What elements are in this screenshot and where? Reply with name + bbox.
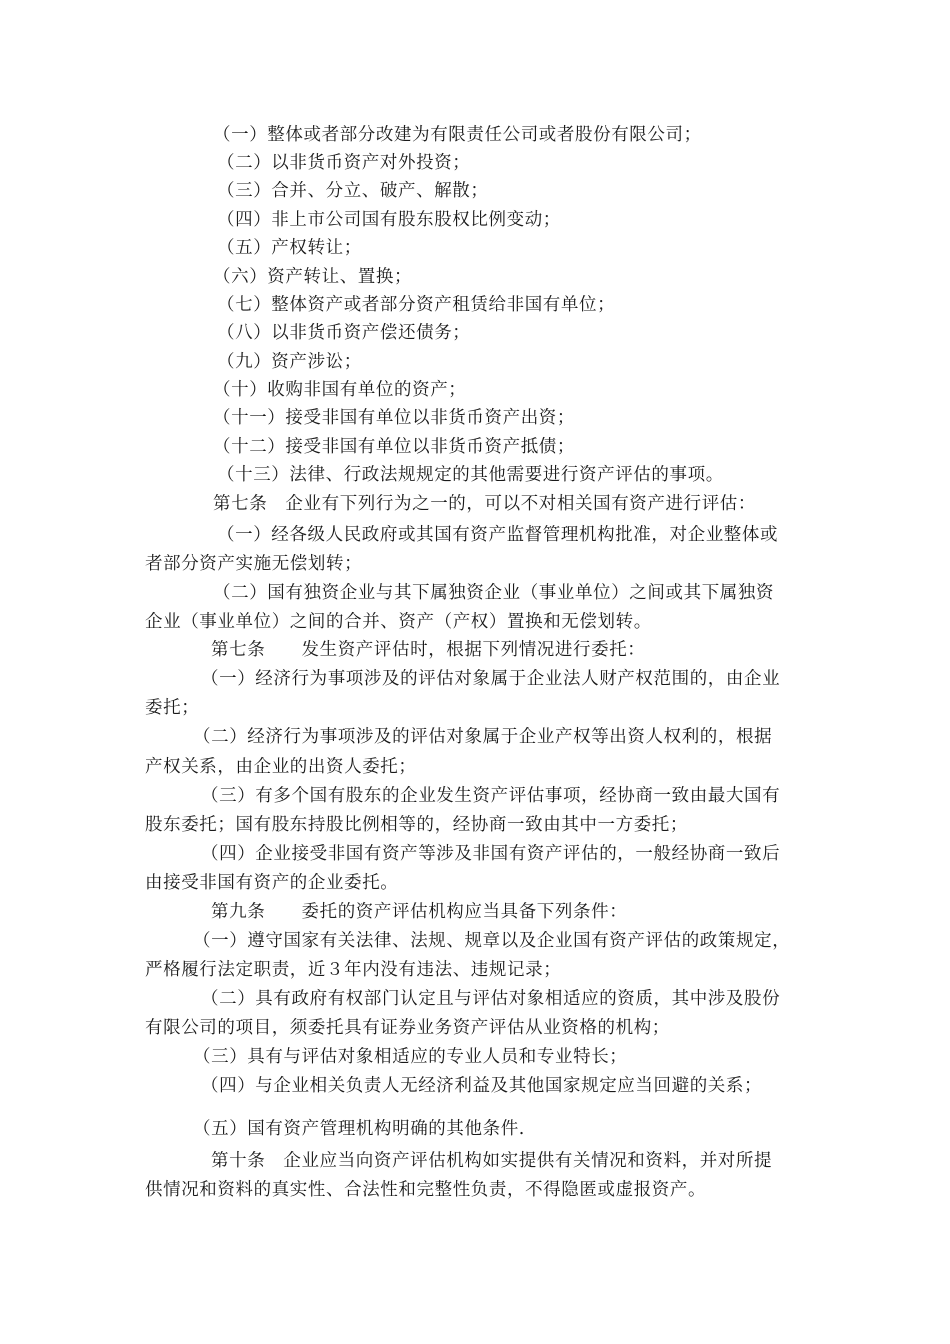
text-line: （十）收购非国有单位的资产； (213, 380, 467, 400)
text-line: （九）资产涉讼； (217, 352, 362, 372)
text-line: 有限公司的项目，须委托具有证券业务资产评估从业资格的机构； (145, 1018, 670, 1038)
text-line: （二）国有独资企业与其下属独资企业（事业单位）之间或其下属独资 (213, 583, 775, 603)
text-line: （一）经各级人民政府或其国有资产监督管理机构批准，对企业整体或 (217, 525, 779, 545)
text-line: （五）国有资产管理机构明确的其他条件. (193, 1119, 525, 1139)
text-line: 供情况和资料的真实性、合法性和完整性负责，不得隐匿或虚报资产。 (145, 1180, 707, 1200)
text-line: （二）具有政府有权部门认定且与评估对象相适应的资质，其中涉及股份 (201, 989, 781, 1009)
text-line: （一）整体或者部分改建为有限责任公司或者股份有限公司； (213, 125, 702, 145)
article-heading: 第九条 委托的资产评估机构应当具备下列条件： (211, 902, 628, 922)
text-line: （二）以非货币资产对外投资； (217, 153, 471, 173)
text-line: （三）有多个国有股东的企业发生资产评估事项，经协商一致由最大国有 (201, 786, 781, 806)
text-line: 由接受非国有资产的企业委托。 (145, 873, 399, 893)
text-line: （四）与企业相关负责人无经济利益及其他国家规定应当回避的关系； (201, 1076, 763, 1096)
text-line: （一）遵守国家有关法律、法规、规章以及企业国有资产评估的政策规定， (193, 931, 791, 951)
text-line: 严格履行法定职责，近３年内没有违法、违规记录； (145, 960, 562, 980)
text-line: （八）以非货币资产偿还债务； (217, 323, 471, 343)
text-line: （十一）接受非国有单位以非货币资产出资； (213, 408, 575, 428)
text-line: 产权关系，由企业的出资人委托； (145, 757, 417, 777)
text-line: 股东委托；国有股东持股比例相等的，经协商一致由其中一方委托； (145, 815, 688, 835)
text-line: （五）产权转让； (217, 238, 362, 258)
text-line: （六）资产转让、置换； (213, 267, 413, 287)
text-line: （十三）法律、行政法规规定的其他需要进行资产评估的事项。 (217, 465, 724, 485)
text-line: （四）非上市公司国有股东股权比例变动； (217, 210, 561, 230)
article-heading: 第七条 企业有下列行为之一的，可以不对相关国有资产进行评估： (213, 494, 756, 514)
article-heading: 第十条 企业应当向资产评估机构如实提供有关情况和资料，并对所提 (211, 1151, 773, 1171)
text-line: 者部分资产实施无偿划转； (145, 554, 363, 574)
text-line: （三）具有与评估对象相适应的专业人员和专业特长； (193, 1047, 628, 1067)
text-line: （一）经济行为事项涉及的评估对象属于企业法人财产权范围的，由企业 (201, 669, 781, 689)
text-line: （七）整体资产或者部分资产租赁给非国有单位； (217, 295, 616, 315)
text-line: （十二）接受非国有单位以非货币资产抵债； (213, 437, 575, 457)
text-line: 委托； (145, 698, 200, 718)
text-line: （四）企业接受非国有资产等涉及非国有资产评估的，一般经协商一致后 (201, 844, 781, 864)
text-line: （三）合并、分立、破产、解散； (217, 181, 489, 201)
article-heading: 第七条 发生资产评估时，根据下列情况进行委托： (211, 640, 646, 660)
text-line: （二）经济行为事项涉及的评估对象属于企业产权等出资人权利的，根据 (193, 727, 773, 747)
text-line: 企业（事业单位）之间的合并、资产（产权）置换和无偿划转。 (145, 612, 652, 632)
